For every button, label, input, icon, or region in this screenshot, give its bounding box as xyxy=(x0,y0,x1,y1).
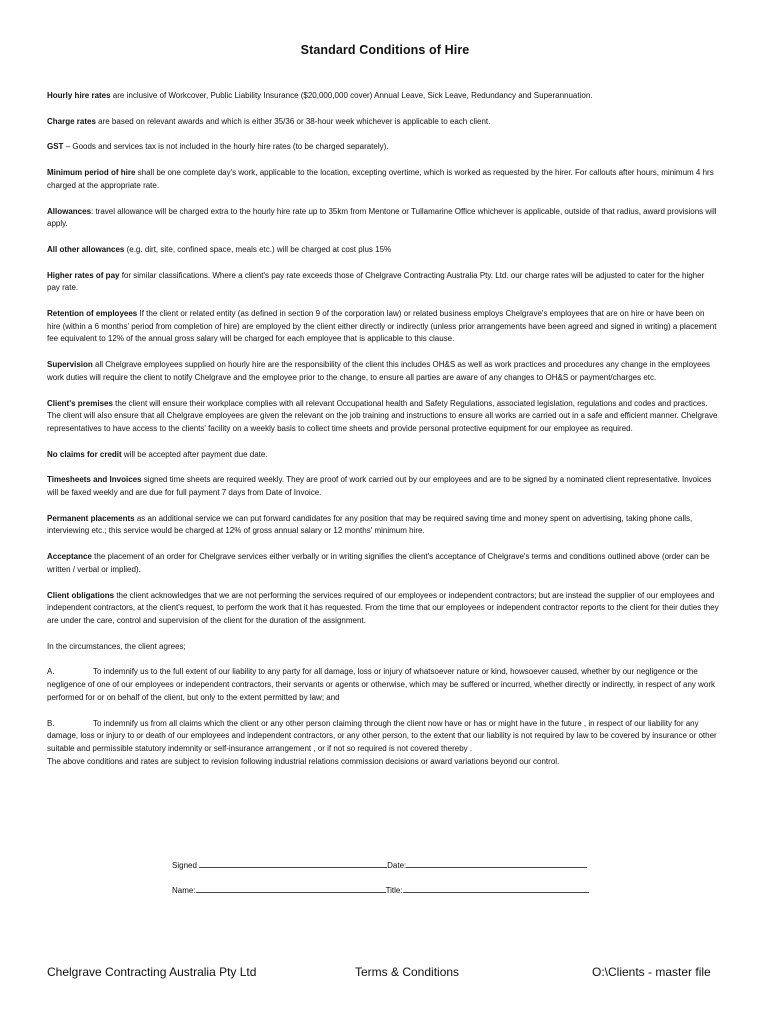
clause-text: the client will ensure their workplace complies with all relevant Occupational health and Safety Regulations, associated legislation, regulations and codes and practices. The client will also ensure that all Chelgrave employees are given the relevant on the job training and instructions to ensure all works are carried out in a safe and efficient manner. Chelgrave representatives to have access to the clients' facility on a weekly basis to collect time sheets and provide personal protective equipment for our employee as required. xyxy=(47,398,718,433)
clause-term: Minimum period of hire xyxy=(47,168,136,178)
clause-text: the placement of an order for Chelgrave services either verbally or in writing signifies the client's acceptance of Chelgrave's terms and conditions outlined above (order can be written / verbal or implied). xyxy=(47,552,710,574)
clause-term: Retention of employees xyxy=(47,309,138,319)
list-letter: B. xyxy=(47,718,55,728)
clause-text: are inclusive of Workcover, Public Liability Insurance ($20,000,000 cover) Annual Leave, Sick Leave, Redundancy and Superannuation. xyxy=(110,91,593,100)
clause-timesheets xyxy=(47,474,719,499)
clause-no-claims xyxy=(47,449,719,462)
clause-retention xyxy=(47,308,719,346)
clause-text: all Chelgrave employees supplied on hourly hire are the responsibility of the client this includes OH&S as well as work practices and procedures any change in the employees work duties will require the client to notify Chelgrave and the employee prior to the change, to ensure all parties are aware of any changes to OH&S or payment/charges etc. xyxy=(47,360,711,382)
clause-text: – Goods and services tax is not included in the hourly hire rates (to be charged separately). xyxy=(63,142,389,152)
agreement-intro: In the circumstances, the client agrees; xyxy=(47,641,186,651)
clause-text: signed time sheets are required weekly. They are proof of work carried out by our employees and are to be signed by a nominated client representative. Invoices will be faxed weekly and are due for full payment 7 days from Date of Invoice. xyxy=(47,475,712,498)
clause-text: the client acknowledges that we are not performing the services required of our employees or independent contractors; but are instead the supplier of our employees and independent contractors, at the client's request, to perform the work that it has requested. From the time that our employees or independent contractor reports to the client for their duties they are under the care, control and supervision of the client for the duration of the assignment. xyxy=(47,590,719,625)
footer-file-path: O:\Clients - master file xyxy=(592,965,711,979)
clause-permanent-placements xyxy=(47,513,719,538)
clause-term: Allowances xyxy=(47,206,92,216)
clause-term: Client obligations xyxy=(47,590,115,600)
clause-term: Higher rates of pay xyxy=(47,270,120,280)
clause-text: are based on relevant awards and which is either 35/36 or 38-hour week whichever is applicable to each client. xyxy=(95,116,491,126)
list-text: To indemnify us to the full extent of our liability to any party for all damage, loss or injury of whatsoever nature or kind, howsoever caused, whether by our negligence or the negligence of one of our employees or independent contractors, their servants or agents or otherwise, which may be suffered or incurred, whether directly or indirectly, in respect of any work performed for or on behalf of the client, but only to the extent permitted by law; and xyxy=(47,667,716,702)
list-letter: A. xyxy=(47,667,55,677)
clause-text: shall be one complete day's work, applicable to the location, excepting overtime, which is worked as requested by the hirer. For callouts after hours, minimum 4 hrs charged at the appropriate rate. xyxy=(47,168,714,190)
page-footer xyxy=(0,965,770,983)
clause-text: (e.g. dirt, site, confined space, meals etc.) will be charged at cost plus 15% xyxy=(124,244,392,254)
clause-term: Client's premises xyxy=(47,398,113,408)
name-label: Name: xyxy=(172,886,196,895)
clause-text: : travel allowance will be charged extra to the hourly hire rate up to 35km from Mentone or Tullamarine Office whichever is applicable, outside of that radius, award provisions will apply. xyxy=(47,206,717,229)
name-row xyxy=(172,884,589,895)
clause-higher-rates xyxy=(47,270,719,295)
clause-term: Hourly hire rates xyxy=(47,91,111,100)
clause-charge-rates xyxy=(47,116,719,129)
date-field[interactable] xyxy=(406,859,587,868)
closing-statement: The above conditions and rates are subject to revision following industrial relations commission decisions or award variations beyond our control. xyxy=(47,756,560,766)
clause-term: GST xyxy=(47,142,64,152)
clause-allowances xyxy=(47,206,719,231)
title-label: Title: xyxy=(385,886,403,895)
clause-term: Acceptance xyxy=(47,552,92,562)
clause-term: All other allowances xyxy=(47,244,125,254)
clause-text: will be accepted after payment due date. xyxy=(121,449,268,459)
clause-client-obligations xyxy=(47,590,719,628)
clause-text: If the client or related entity (as defined in section 9 of the corporation law) or related business employs Chelgrave's employees that are on hire or have been on hire (within a 6 months' period from completion of hire) are employed by the client either directly or indirectly (unless prior arrangements have been agreed and signed in writing) a placement fee equivalent to 12% of the annual gross salary will be charged for each employee that is applicable to this clause. xyxy=(47,309,717,344)
clause-term: Supervision xyxy=(47,360,93,370)
signed-label: Signed xyxy=(172,861,197,870)
clause-acceptance xyxy=(47,551,719,576)
clause-supervision xyxy=(47,359,719,384)
clause-other-allowances xyxy=(47,244,719,257)
list-item xyxy=(47,666,719,704)
clause-term: Permanent placements xyxy=(47,513,135,523)
name-field[interactable] xyxy=(196,884,386,893)
page-title: Standard Conditions of Hire xyxy=(300,43,470,57)
clause-hourly-hire-rates xyxy=(47,90,719,103)
clause-minimum-period xyxy=(47,167,719,192)
date-label: Date: xyxy=(387,861,407,870)
list-item xyxy=(47,718,719,756)
clause-text: as an additional service we can put forward candidates for any position that may be required saving time and money spent on advertising, taking phone calls, interviewing etc.; this service would be charged at 12% of gross annual salary or 12 months' minimum hire. xyxy=(47,513,693,536)
clause-term: Timesheets and Invoices xyxy=(47,475,142,485)
clause-term: Charge rates xyxy=(47,116,96,126)
clause-text: for similar classifications. Where a client's pay rate exceeds those of Chelgrave Contracting Australia Pty. Ltd. our charge rates will be adjusted to cater for the higher pay rate. xyxy=(47,270,705,293)
list-text: To indemnify us from all claims which the client or any other person claiming through the client now have or has or might have in the future , in respect of our liability for any damage, loss or injury to or death of our employees and independent contractors, or any other person, to the extent that our liability is not required by law to be covered by insurance or other suitable and permissible statutory indemnity or self-insurance arrangement , or if not so required is not covered thereby . xyxy=(47,718,717,753)
footer-company: Chelgrave Contracting Australia Pty Ltd xyxy=(47,965,257,979)
conditions-body xyxy=(47,90,719,776)
clause-clients-premises xyxy=(47,398,719,436)
clause-term: No claims for credit xyxy=(47,449,122,459)
title-field[interactable] xyxy=(403,884,589,893)
signature-row xyxy=(172,859,587,870)
footer-doc-type: Terms & Conditions xyxy=(355,965,460,979)
signed-field[interactable] xyxy=(199,859,387,868)
clause-gst xyxy=(47,141,719,154)
